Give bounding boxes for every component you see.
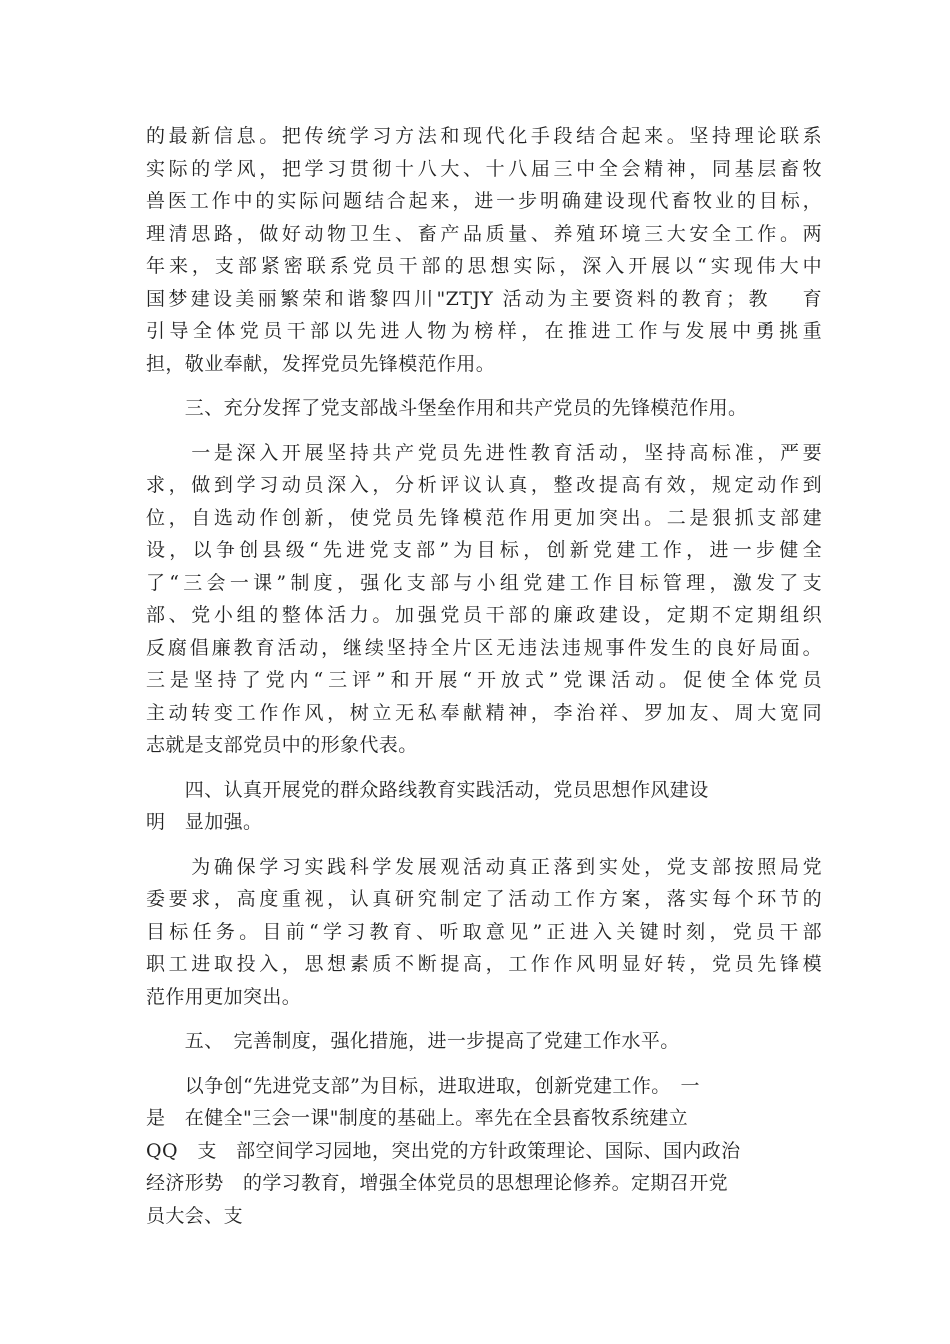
text-line: 部、党小组的整体活力。加强党员干部的廉政建设，定期不定期组织: [146, 604, 822, 626]
text-line: 年来，支部紧密联系党员干部的思想实际，深入开展以“实现伟大中: [146, 255, 822, 277]
text-line: 是 在健全"三会一课"制度的基础上。率先在全县畜牧系统建立: [146, 1107, 689, 1129]
text-line: 实际的学风，把学习贯彻十八大、十八届三中全会精神，同基层畜牧: [146, 157, 822, 180]
text-line: 四、认真开展党的群众路线教育实践活动，党员思想作风建设: [146, 778, 709, 801]
text-line: 设，以争创县级“先进党支部”为目标，创新党建工作，进一步健全: [146, 539, 822, 561]
text-line: 明 显加强。: [146, 811, 263, 833]
text-line: 目标任务。目前“学习教育、听取意见”正进入关键时刻，党员干部: [146, 920, 822, 943]
text-line: 引导全体党员干部以先进人物为榜样，在推进工作与发展中勇挑重: [146, 320, 822, 342]
text-line: 担，敬业奉献，发挥党员先锋模范作用。: [146, 352, 496, 375]
text-line: 求，做到学习动员深入，分析评议认真，整改提高有效，规定动作到: [146, 474, 822, 496]
text-line: 范作用更加突出。: [146, 985, 302, 1008]
text-line: 为确保学习实践科学发展观活动真正落到实处，党支部按照局党: [146, 855, 822, 878]
text-line: 了“三会一课”制度，强化支部与小组党建工作目标管理，激发了支: [146, 571, 822, 594]
paragraph-gap: [146, 425, 822, 437]
text-line: 一是深入开展坚持共产党员先进性教育活动，坚持高标准，严要: [146, 441, 822, 464]
text-line: 国梦建设美丽繁荣和谐黎四川"ZTJY 活动为主要资料的教育；教 育: [146, 287, 822, 310]
text-line: 经济形势 的学习教育，增强全体党员的思想理论修养。定期召开党: [146, 1172, 729, 1194]
text-line: 主动转变工作作风，树立无私奉献精神，李治祥、罗加友、周大宽同: [146, 701, 822, 724]
paragraph-gap: [146, 1013, 822, 1025]
text-line: 位，自选动作创新，使党员先锋模范作用更加突出。二是狠抓支部建: [146, 506, 822, 529]
text-line: 以争创“先进党支部”为目标，进取进取，创新党建工作。 一: [146, 1074, 700, 1097]
paragraph-gap: [146, 380, 822, 392]
text-line: 志就是支部党员中的形象代表。: [146, 734, 418, 756]
paragraph-gap: [146, 1058, 822, 1070]
text-line: 五、 完善制度，强化措施，进一步提高了党建工作水平。: [146, 1030, 680, 1052]
text-line: 反腐倡廉教育活动，继续坚持全片区无违法违规事件发生的良好局面。: [146, 636, 822, 659]
text-line: 理清思路，做好动物卫生、畜产品质量、养殖环境三大安全工作。两: [146, 222, 822, 245]
text-line: 三是坚持了党内“三评”和开展“开放式”党课活动。促使全体党员: [146, 669, 822, 691]
paragraph-gap: [146, 839, 822, 851]
document-body: [146, 120, 822, 1232]
text-line: 的最新信息。把传统学习方法和现代化手段结合起来。坚持理论联系: [146, 125, 822, 147]
text-line: 员大会、支: [146, 1204, 244, 1227]
text-line: 职工进取投入，思想素质不断提高，工作作风明显好转，党员先锋模: [146, 953, 822, 975]
text-line: QQ 支 部空间学习园地，突出党的方针政策理论、国际、国内政治: [146, 1139, 741, 1162]
paragraph-gap: [146, 762, 822, 774]
text-line: 兽医工作中的实际问题结合起来，进一步明确建设现代畜牧业的目标，: [146, 190, 822, 212]
text-line: 委要求，高度重视，认真研究制定了活动工作方案，落实每个环节的: [146, 888, 822, 910]
text-line: 三、充分发挥了党支部战斗堡垒作用和共产党员的先锋模范作用。: [146, 397, 748, 419]
